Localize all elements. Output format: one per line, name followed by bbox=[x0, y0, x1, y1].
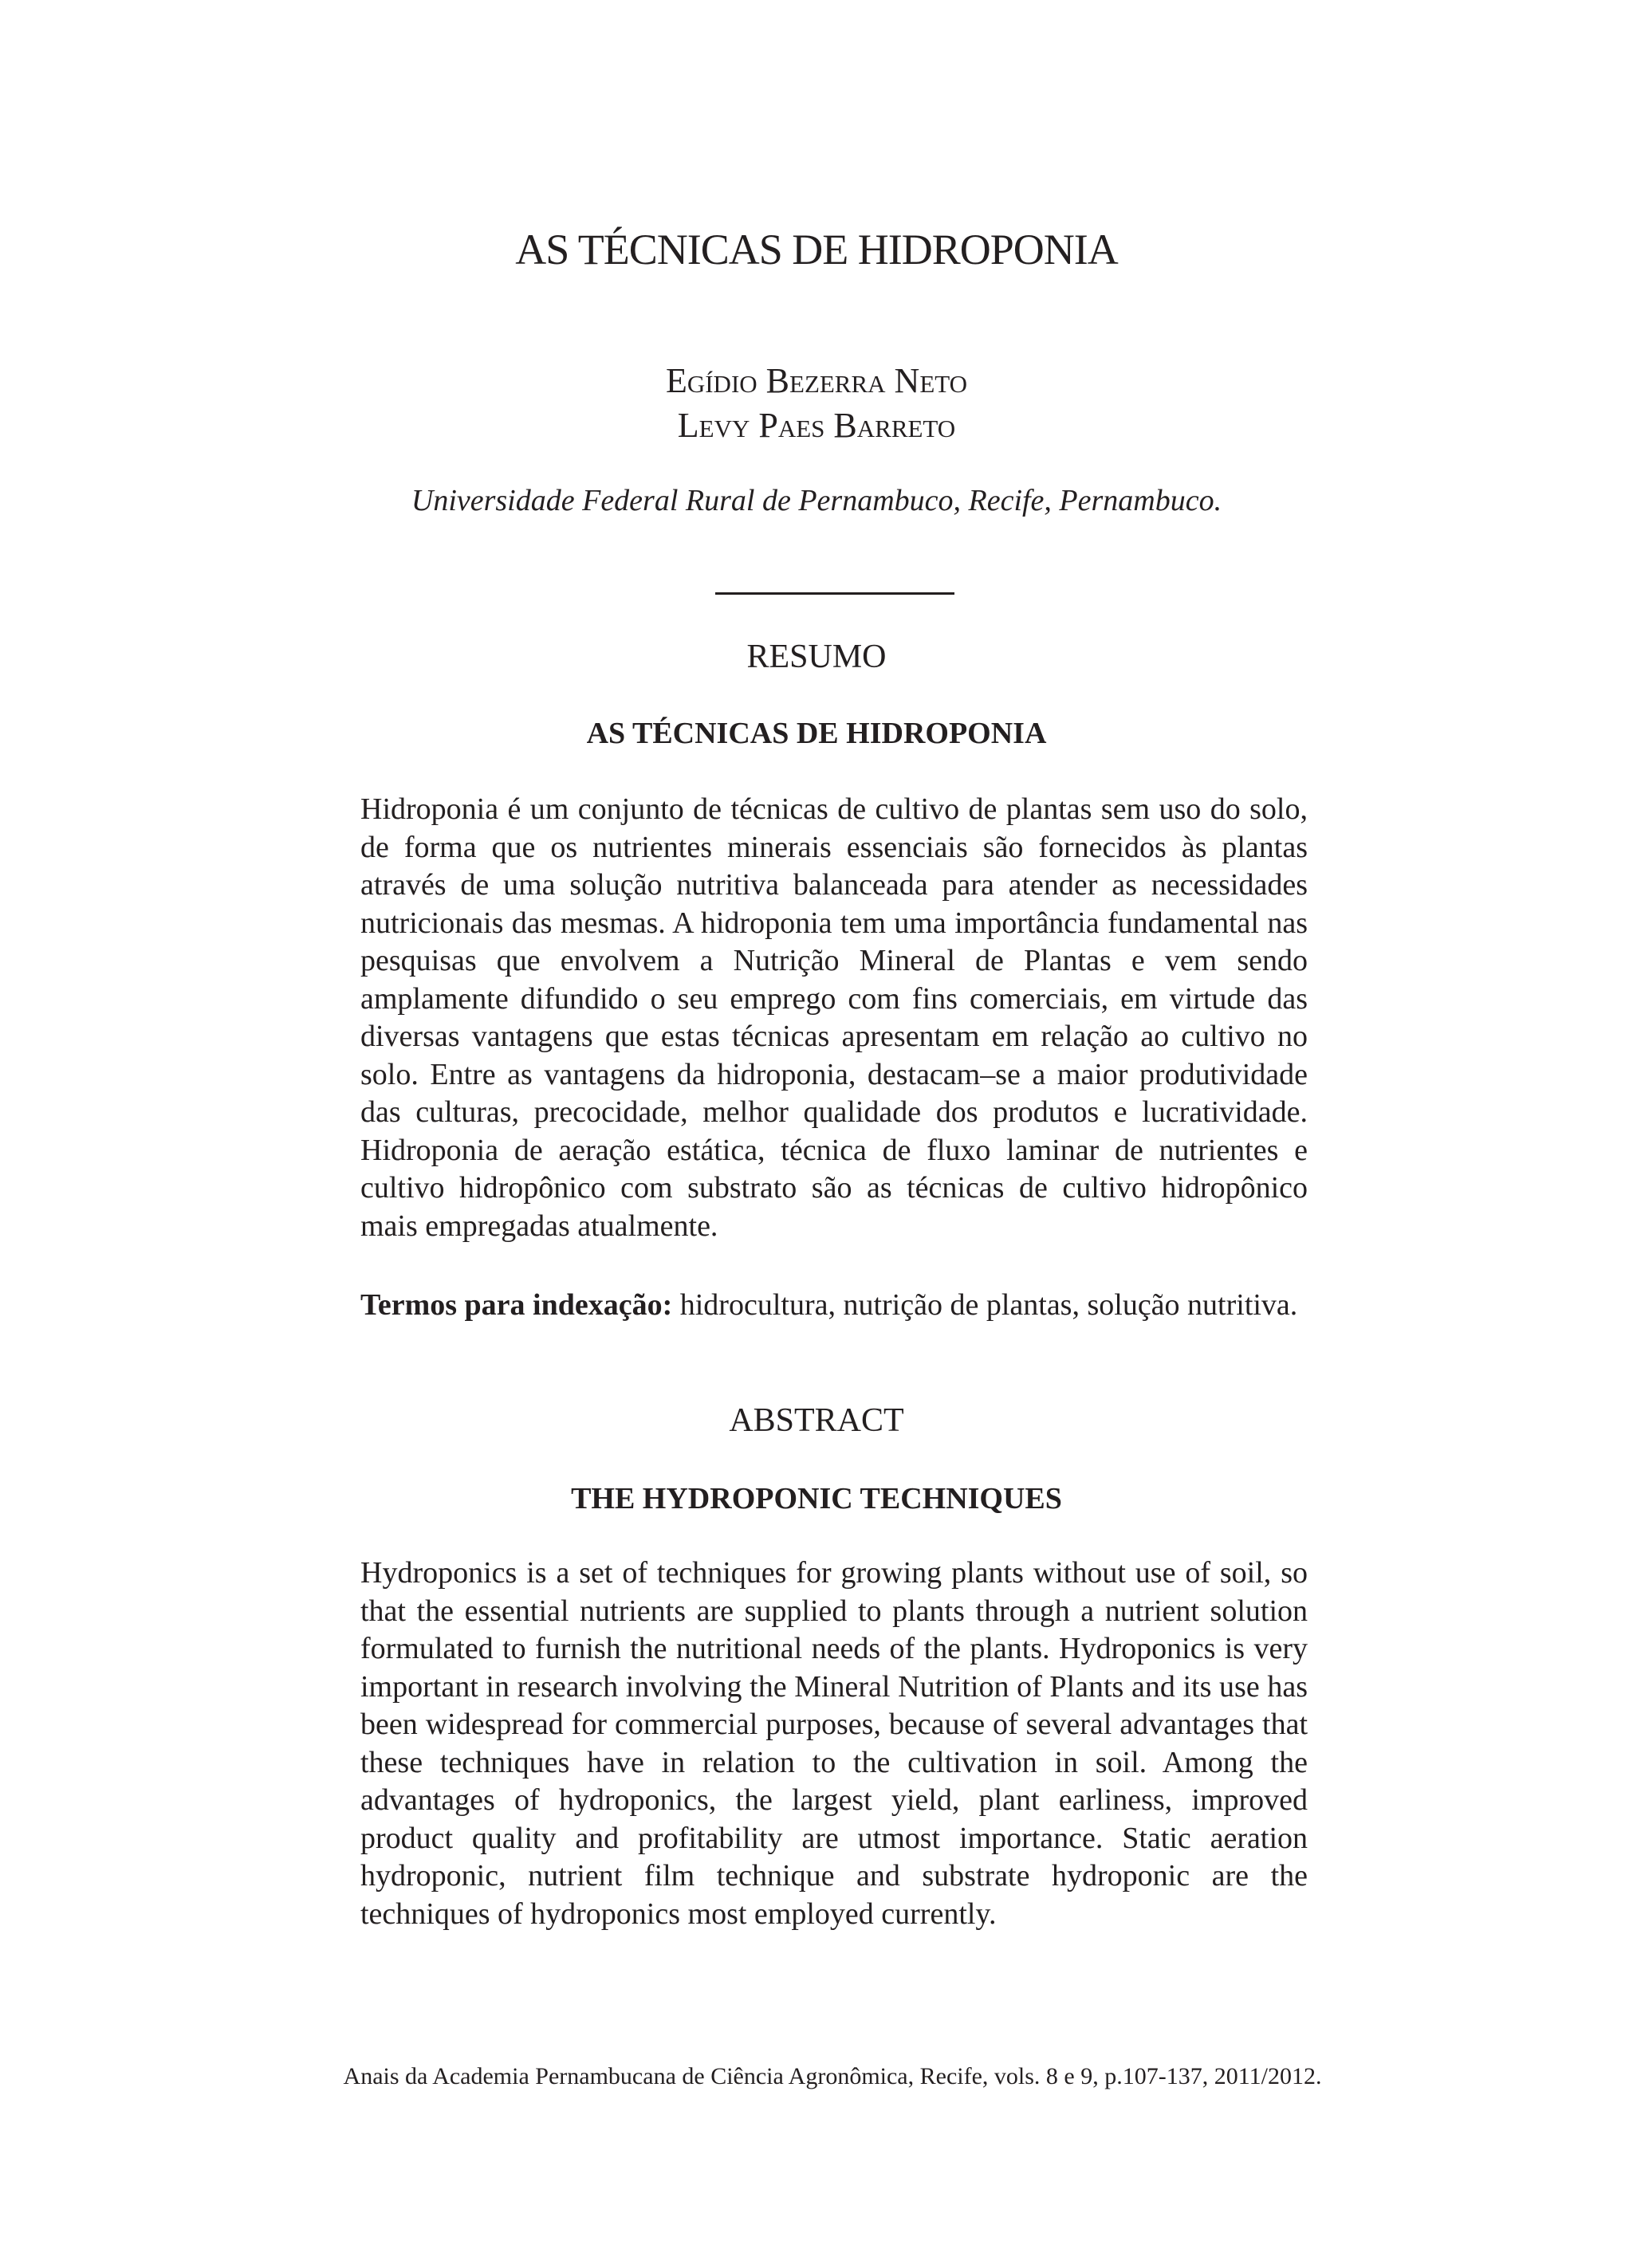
author-list bbox=[0, 359, 1633, 448]
paper-title: AS TÉCNICAS DE HIDROPONIA bbox=[515, 226, 1118, 273]
keywords-label: Termos para indexação: bbox=[360, 1288, 673, 1322]
abstract-heading: ABSTRACT bbox=[729, 1402, 904, 1439]
journal-footer: Anais da Academia Pernambucana de Ciência Agronômica, Recife, vols. 8 e 9, p.107-137, 2011/2012. bbox=[343, 2063, 1322, 2089]
abstract-text: Hydroponics is a set of techniques for growing plants without use of soil, so that the essential nutrients are supplied to plants through a nutrient solution formulated to furnish the nutritional needs of the plants. Hydroponics is very important in research involving the Mineral Nutrition of Plants and its use has been widespread for commercial purposes, because of several advantages that these techniques have in relation to the cultivation in soil. Among the advantages of hydroponics, the largest yield, plant earliness, improved product quality and profitability are utmost importance. Static aeration hydroponic, nutrient film technique and substrate hydroponic are the techniques of hydroponics most employed currently. bbox=[360, 1556, 1308, 1931]
resumo-subtitle: AS TÉCNICAS DE HIDROPONIA bbox=[586, 717, 1047, 750]
author-name: Levy Paes Barreto bbox=[677, 406, 956, 445]
author-name: Egídio Bezerra Neto bbox=[665, 361, 968, 400]
resumo-text: Hidroponia é um conjunto de técnicas de cultivo de plantas sem uso do solo, de forma que os nutrientes minerais essenciais são fornecidos às plantas através de uma solução nutritiva balanceada para atender as necessidades nutricionais das mesmas. A hidroponia tem uma importância fundamental nas pesquisas que envolvem a Nutrição Mineral de Plantas e vem sendo amplamente difundido o seu emprego com fins comerciais, em virtude das diversas vantagens que estas técnicas apresentam em relação ao cultivo no solo. Entre as vantagens da hidroponia, destacam–se a maior produtividade das culturas, precocidade, melhor qualidade dos produtos e lucratividade. Hidroponia de aeração estática, técnica de fluxo laminar de nutrientes e cultivo hidropônico com substrato são as técnicas de cultivo hidropônico mais empregadas atualmente. bbox=[360, 792, 1308, 1243]
affiliation: Universidade Federal Rural de Pernambuco, Recife, Pernambuco. bbox=[411, 484, 1222, 517]
title-divider bbox=[715, 592, 954, 595]
keywords-paragraph bbox=[360, 1287, 1308, 1325]
keywords-text: hidrocultura, nutrição de plantas, solução nutritiva. bbox=[679, 1288, 1298, 1322]
abstract-subtitle: THE HYDROPONIC TECHNIQUES bbox=[571, 1482, 1062, 1515]
resumo-heading: RESUMO bbox=[746, 639, 887, 675]
